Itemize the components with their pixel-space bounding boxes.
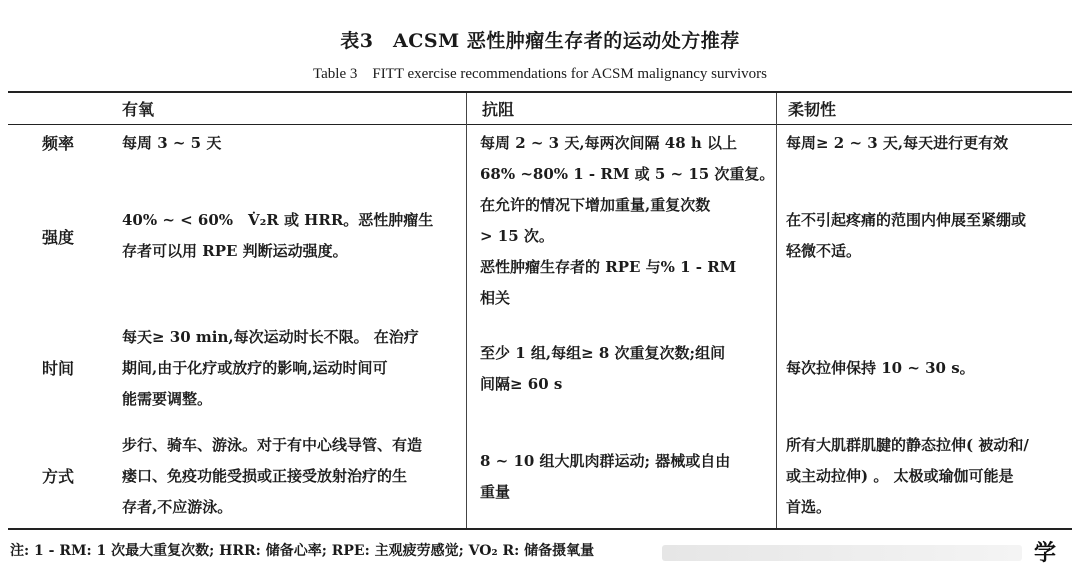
mode-aerobic-line: 瘘口、免疫功能受损或正接受放射治疗的生 <box>122 467 408 485</box>
header-aerobic: 有氧 <box>122 100 155 119</box>
table-title-en: Table 3 FITT exercise recommendations for ACSM malignancy survivors <box>313 66 767 82</box>
mode-aerobic-line: 存者,不应游泳。 <box>122 498 233 516</box>
mode-resistance-line: 重量 <box>480 483 511 501</box>
mode-flexibility-line: 所有大肌群肌腱的静态拉伸( 被动和/ <box>786 436 1029 454</box>
intensity-aerobic <box>122 205 433 267</box>
intensity-flexibility-line: 轻微不适。 <box>786 242 862 260</box>
intensity-flexibility-line: 在不引起疼痛的范围内伸展至紧绷或 <box>786 211 1027 229</box>
frequency-resistance-line: 每周 2 ~ 3 天,每两次间隔 48 h 以上 <box>480 134 738 152</box>
intensity-resistance-line: 恶性肿瘤生存者的 RPE 与% 1 - RM <box>480 258 737 276</box>
intensity-flexibility <box>786 205 1026 267</box>
header-flexibility: 柔韧性 <box>788 100 837 119</box>
column-divider-1 <box>466 93 467 528</box>
table-bottom-rule <box>8 528 1072 530</box>
frequency-aerobic-line: 每周 3 ~ 5 天 <box>122 134 222 152</box>
row-label-time: 时间 <box>42 359 75 378</box>
table-footnote: 注: 1 - RM: 1 次最大重复次数; HRR: 储备心率; RPE: 主观疲劳感觉; VO₂ R: 储备摄氧量 <box>10 543 595 559</box>
table-header-rule <box>8 124 1072 125</box>
column-divider-2 <box>776 93 777 528</box>
time-flexibility-line: 每次拉伸保持 10 ~ 30 s。 <box>786 359 975 377</box>
time-aerobic-line: 期间,由于化疗或放疗的影响,运动时间可 <box>122 359 388 377</box>
intensity-resistance <box>480 159 774 314</box>
mode-aerobic <box>122 430 422 523</box>
time-resistance-line: 至少 1 组,每组≥ 8 次重复次数;组间 <box>480 344 726 362</box>
time-flexibility <box>786 353 975 384</box>
frequency-resistance <box>480 128 737 159</box>
intensity-resistance-line: 相关 <box>480 289 511 307</box>
mode-flexibility-line: 或主动拉伸) 。 太极或瑜伽可能是 <box>786 467 1014 485</box>
frequency-flexibility-line: 每周≥ 2 ~ 3 天,每天进行更有效 <box>786 134 1009 152</box>
intensity-resistance-line: 在允许的情况下增加重量,重复次数 <box>480 196 711 214</box>
mode-flexibility-line: 首选。 <box>786 498 832 516</box>
mode-flexibility <box>786 430 1029 523</box>
frequency-flexibility <box>786 128 1008 159</box>
watermark-glyph: 学 <box>1034 541 1057 566</box>
mode-aerobic-line: 步行、骑车、游泳。对于有中心线导管、有造 <box>122 436 423 454</box>
row-label-intensity: 强度 <box>42 228 75 247</box>
intensity-resistance-line: 68% ~80% 1 - RM 或 5 ~ 15 次重复。 <box>480 165 775 183</box>
row-label-frequency: 频率 <box>42 134 75 153</box>
time-aerobic <box>122 322 419 415</box>
frequency-aerobic <box>122 128 221 159</box>
time-resistance-line: 间隔≥ 60 s <box>480 375 563 393</box>
mode-resistance-line: 8 ~ 10 组大肌肉群运动; 器械或自由 <box>480 452 731 470</box>
intensity-resistance-line: > 15 次。 <box>480 227 554 245</box>
mode-resistance <box>480 446 730 508</box>
time-resistance <box>480 338 725 400</box>
intensity-aerobic-line: 40% ~ < 60% V̇₂R 或 HRR。恶性肿瘤生 <box>122 211 434 229</box>
header-resistance: 抗阻 <box>482 100 515 119</box>
intensity-aerobic-line: 存者可以用 RPE 判断运动强度。 <box>122 242 348 260</box>
time-aerobic-line: 能需要调整。 <box>122 390 213 408</box>
table-title-cn: 表3 ACSM 恶性肿瘤生存者的运动处方推荐 <box>340 30 740 52</box>
row-label-mode: 方式 <box>42 467 75 486</box>
table-top-rule <box>8 91 1072 93</box>
blurred-watermark-bar <box>662 545 1022 561</box>
time-aerobic-line: 每天≥ 30 min,每次运动时长不限。 在治疗 <box>122 328 419 346</box>
